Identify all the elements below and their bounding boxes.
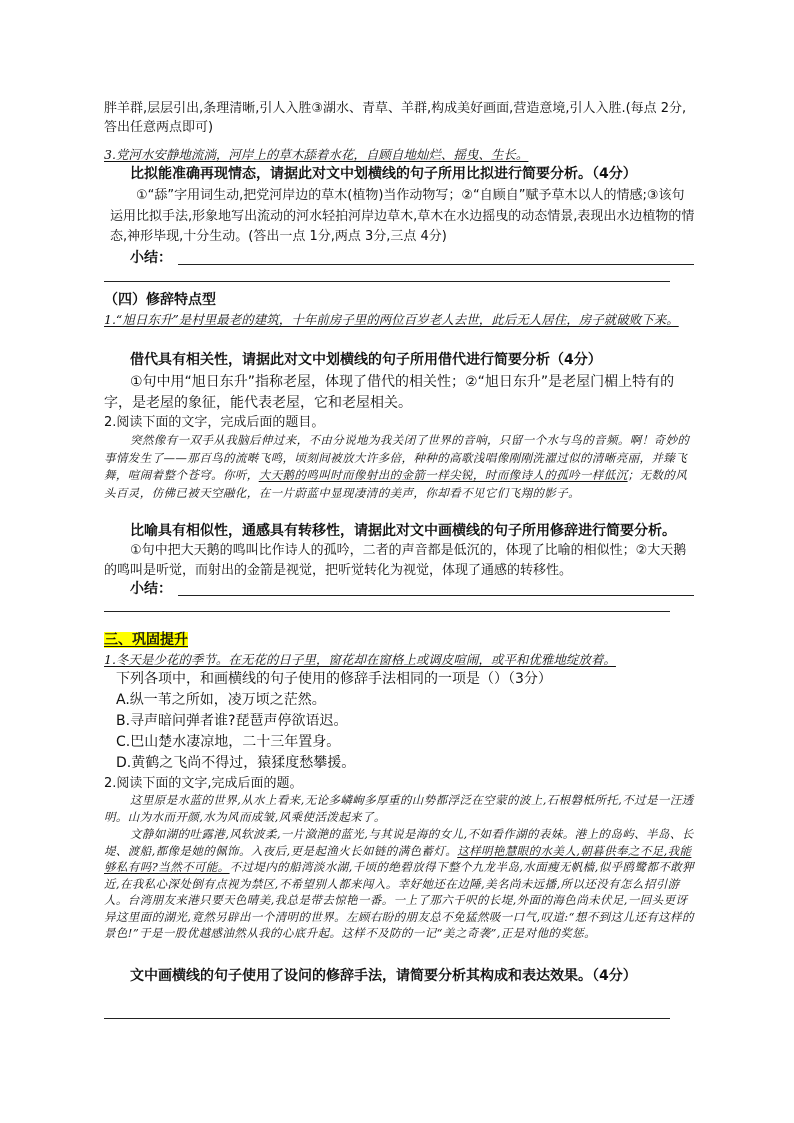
answer-line[interactable] [104,281,670,282]
q2-passage [104,432,694,502]
summary-answer-line[interactable] [178,264,694,265]
q2-passage-part: 突然像有一双手从我脑后伸过来，不由分说地为我关闭了世界的音响，只留一个水与鸟的音频。啊！奇妙的事情发生了——那百鸟的流啭飞鸣，顷刻间被放大许多倍，种种的高歌浅唱像刚刚洗濯过似的清晰亮丽，并臻飞舞，喧闹着整个苍穹。你听， [104,433,690,482]
q1-question: 借代具有相关性，请据此对文中划横线的句子所用借代进行简要分析（4分） [130,352,602,368]
q2-para1: 这里原是水蓝的世界,从水上看来,无论多嶙峋多厚重的山势都浮泛在空蒙的波上,石根磐柢所托,不过是一汪透明。山为水而开颜,水为风而成皱,风乘使活泼起来了。 [104,793,694,824]
answer-line[interactable] [104,611,670,612]
section-heading: （四）修辞特点型 [104,292,216,308]
summary-label: 小结： [130,250,172,266]
q3-answer: ①“舔”字用词生动,把党河岸边的草木(植物)当作动物写；②“自顾自”赋予草木以人的情感;③该句运用比拟手法,形象地写出流动的河水轻拍河岸边草木,草木在水边摇曳的动态情景,表现出水边植物的情态,神形毕现,十分生动。(答出一点 1分,两点 3分,三点 4分) [110,188,695,244]
q2-intro: 2.阅读下面的文字，完成后面的题目。 [104,415,325,430]
q3-question: 比拟能准确再现情态，请据此对文中划横线的句子所用比拟进行简要分析。（4分） [130,166,637,182]
q2-para2-part: 文静如湖的吐露港,风软波柔,一片潋滟的蓝光,与其说是海的女儿,不如看作湖的表妹。港上的岛屿、半岛、长堤、渡船,都像是她的佩饰。入夜后,更是起渔火长如链的满色蓄灯。 [104,827,694,858]
q3-sentence: 3.党河水安静地流淌，河岸上的草木舔着水花，自顾自地灿烂、摇曳、生长。 [104,147,529,162]
q2-para2-part: 不过堤内的船湾淡水湖,千顷的绝碧放得下整个九龙半岛,水面瘦无帆樯,似乎鸥鹭都不敢狎近,在我私心深处倒有点视为禁区,不希望别人都来闯入。幸好她还在边陲,美名尚未远播,所以还没有怎么招引游人。台湾朋友来港只要天色晴美,我总是带去惊艳一番。一上了那六千呎的长堤,外面的海色尚未伏足,一回头更讶异这里面的湖光,竟然另辟出一个清明的世界。左顾右盼的朋友总不免猛然吸一口气,叹道:“想不到这儿还有这样的景色!”于是一股优越感油然从我的心底升起。这样不及防的一记“美之奇袭”,正是对他的奖惩。 [104,860,694,940]
summary-row-2 [130,578,694,598]
answer-line[interactable] [104,1018,670,1019]
options-list [104,690,694,774]
q2-answer: ①句中把大天鹅的鸣叫比作诗人的孤吟，二者的声音都是低沉的，体现了比喻的相似性；②大天鹅的鸣叫是听觉，而射出的金箭是视觉，把听觉转化为视觉，体现了通感的转移性。 [104,543,687,578]
summary-row-1 [130,247,694,267]
q2-passage-part: ；无数的风头百灵，仿佛已被天空融化，在一片蔚蓝中显现凄清的美声，你却看不见它们飞翔的影子。 [104,468,688,500]
q2-passage-underlined: 大天鹅的鸣叫时而像射出的金箭一样尖锐，时而像诗人的孤吟一样低沉 [258,468,628,482]
q2-question: 比喻具有相似性，通感具有转移性，请据此对文中画横线的句子所用修辞进行简要分析。 [130,523,676,539]
q1-sentence: 1.冬天是少花的季节。在无花的日子里，窗花却在窗格上或调皮喧闹，或平和优雅地绽放着。 [104,652,616,667]
q2-para2-underlined: 这样明艳慧眼的水美人,朝暮供奉之不足,我能够私有吗?当然不可能。 [104,843,692,874]
answer-tail: 胖羊群,层层引出,条理清晰,引人入胜③湖水、青草、羊群,构成美好画面,营造意境,引人入胜.(每点 2分,答出任意两点即可) [104,101,687,135]
summary-answer-line[interactable] [178,595,694,596]
summary-label: 小结： [130,581,172,597]
q2-question: 文中画横线的句子使用了设问的修辞手法，请简要分析其构成和表达效果。（4分） [130,968,637,984]
option-c[interactable]: C.巴山楚水凄凉地，二十三年置身。 [116,734,341,750]
q1-answer: ①句中用“旭日东升”指称老屋，体现了借代的相关性；②“旭日东升”是老屋门楣上特有的字，是老屋的象征，能代表老屋，它和老屋相关。 [104,374,675,411]
option-a[interactable]: A.纵一苇之所如，凌万顷之茫然。 [116,692,326,708]
q2-intro: 2.阅读下面的文字,完成后面的题。 [104,776,303,791]
option-d[interactable]: D.黄鹤之飞尚不得过，猿猱度愁攀援。 [116,755,356,771]
q2-para2 [104,826,694,942]
q1-sentence: 1.“旭日东升”是村里最老的建筑，十年前房子里的两位百岁老人去世，此后无人居住，房子就破败下来。 [104,312,679,327]
section-heading-consolidate [104,630,694,651]
q1-question: 下列各项中，和画横线的句子使用的修辞手法相同的一项是（）（3分） [116,671,552,687]
highlighted-heading: 三、巩固提升 [104,632,188,648]
option-b[interactable]: B.寻声暗问弹者谁?琵琶声停欲语迟。 [116,713,348,729]
